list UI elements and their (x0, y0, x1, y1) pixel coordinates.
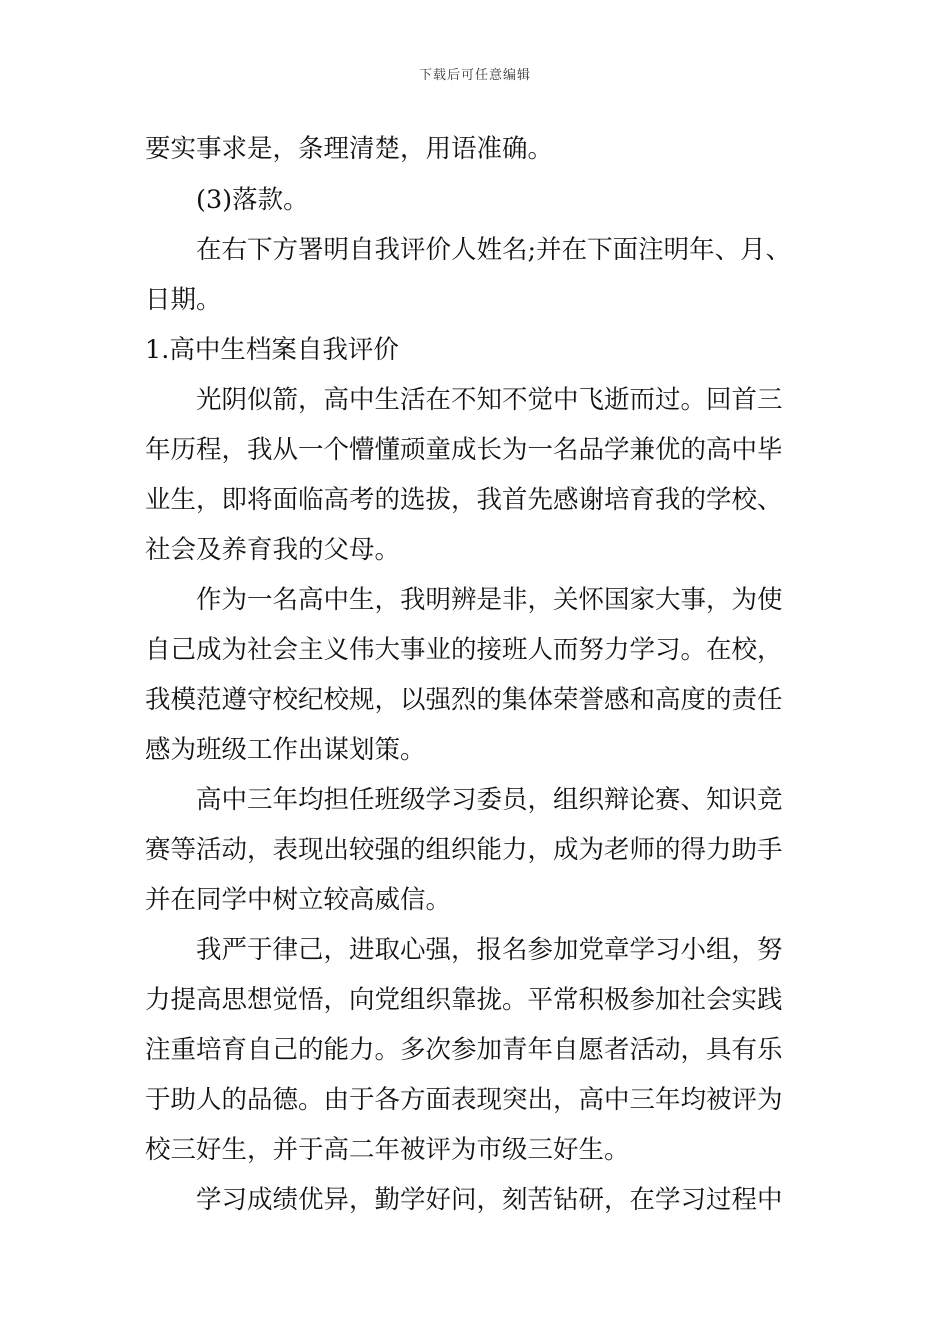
page-header: 下载后可任意编辑 (418, 68, 531, 83)
text-line: 校三好生，并于高二年被评为市级三好生。 (145, 1135, 630, 1165)
text-line: 注重培育自己的能力。多次参加青年自愿者活动，具有乐 (145, 1035, 783, 1065)
text-line: 要实事求是，条理清楚，用语准确。 (145, 134, 554, 164)
text-line: 业生，即将面临高考的选拔，我首先感谢培育我的学校、 (145, 485, 783, 515)
text-line: 作为一名高中生，我明辨是非，关怀国家大事，为使 (196, 585, 783, 615)
text-line: 感为班级工作出谋划策。 (145, 735, 426, 765)
text-line: 年历程，我从一个懵懂顽童成长为一名品学兼优的高中毕 (145, 435, 783, 465)
text-line: 社会及养育我的父母。 (145, 535, 401, 565)
text-line: 我严于律己，进取心强，报名参加党章学习小组，努 (196, 935, 783, 965)
text-line: 光阴似箭，高中生活在不知不觉中飞逝而过。回首三 (196, 385, 783, 415)
text-line: 日期。 (145, 285, 222, 315)
text-line: 并在同学中树立较高威信。 (145, 885, 452, 915)
section-heading: 1.高中生档案自我评价 (145, 335, 399, 365)
text-line: 自己成为社会主义伟大事业的接班人而努力学习。在校， (145, 635, 783, 665)
text-line: 赛等活动，表现出较强的组织能力，成为老师的得力助手 (145, 835, 783, 865)
text-line: 在右下方署明自我评价人姓名;并在下面注明年、月、 (196, 235, 792, 265)
text-line: 学习成绩优异，勤学好问，刻苦钻研，在学习过程中 (196, 1185, 783, 1215)
text-line: 力提高思想觉悟，向党组织靠拢。平常积极参加社会实践 (145, 985, 783, 1015)
text-line: 我模范遵守校纪校规，以强烈的集体荣誉感和高度的责任 (145, 685, 783, 715)
text-line: (3)落款。 (196, 185, 309, 215)
text-line: 于助人的品德。由于各方面表现突出，高中三年均被评为 (145, 1085, 783, 1115)
text-line: 高中三年均担任班级学习委员，组织辩论赛、知识竞 (196, 785, 783, 815)
